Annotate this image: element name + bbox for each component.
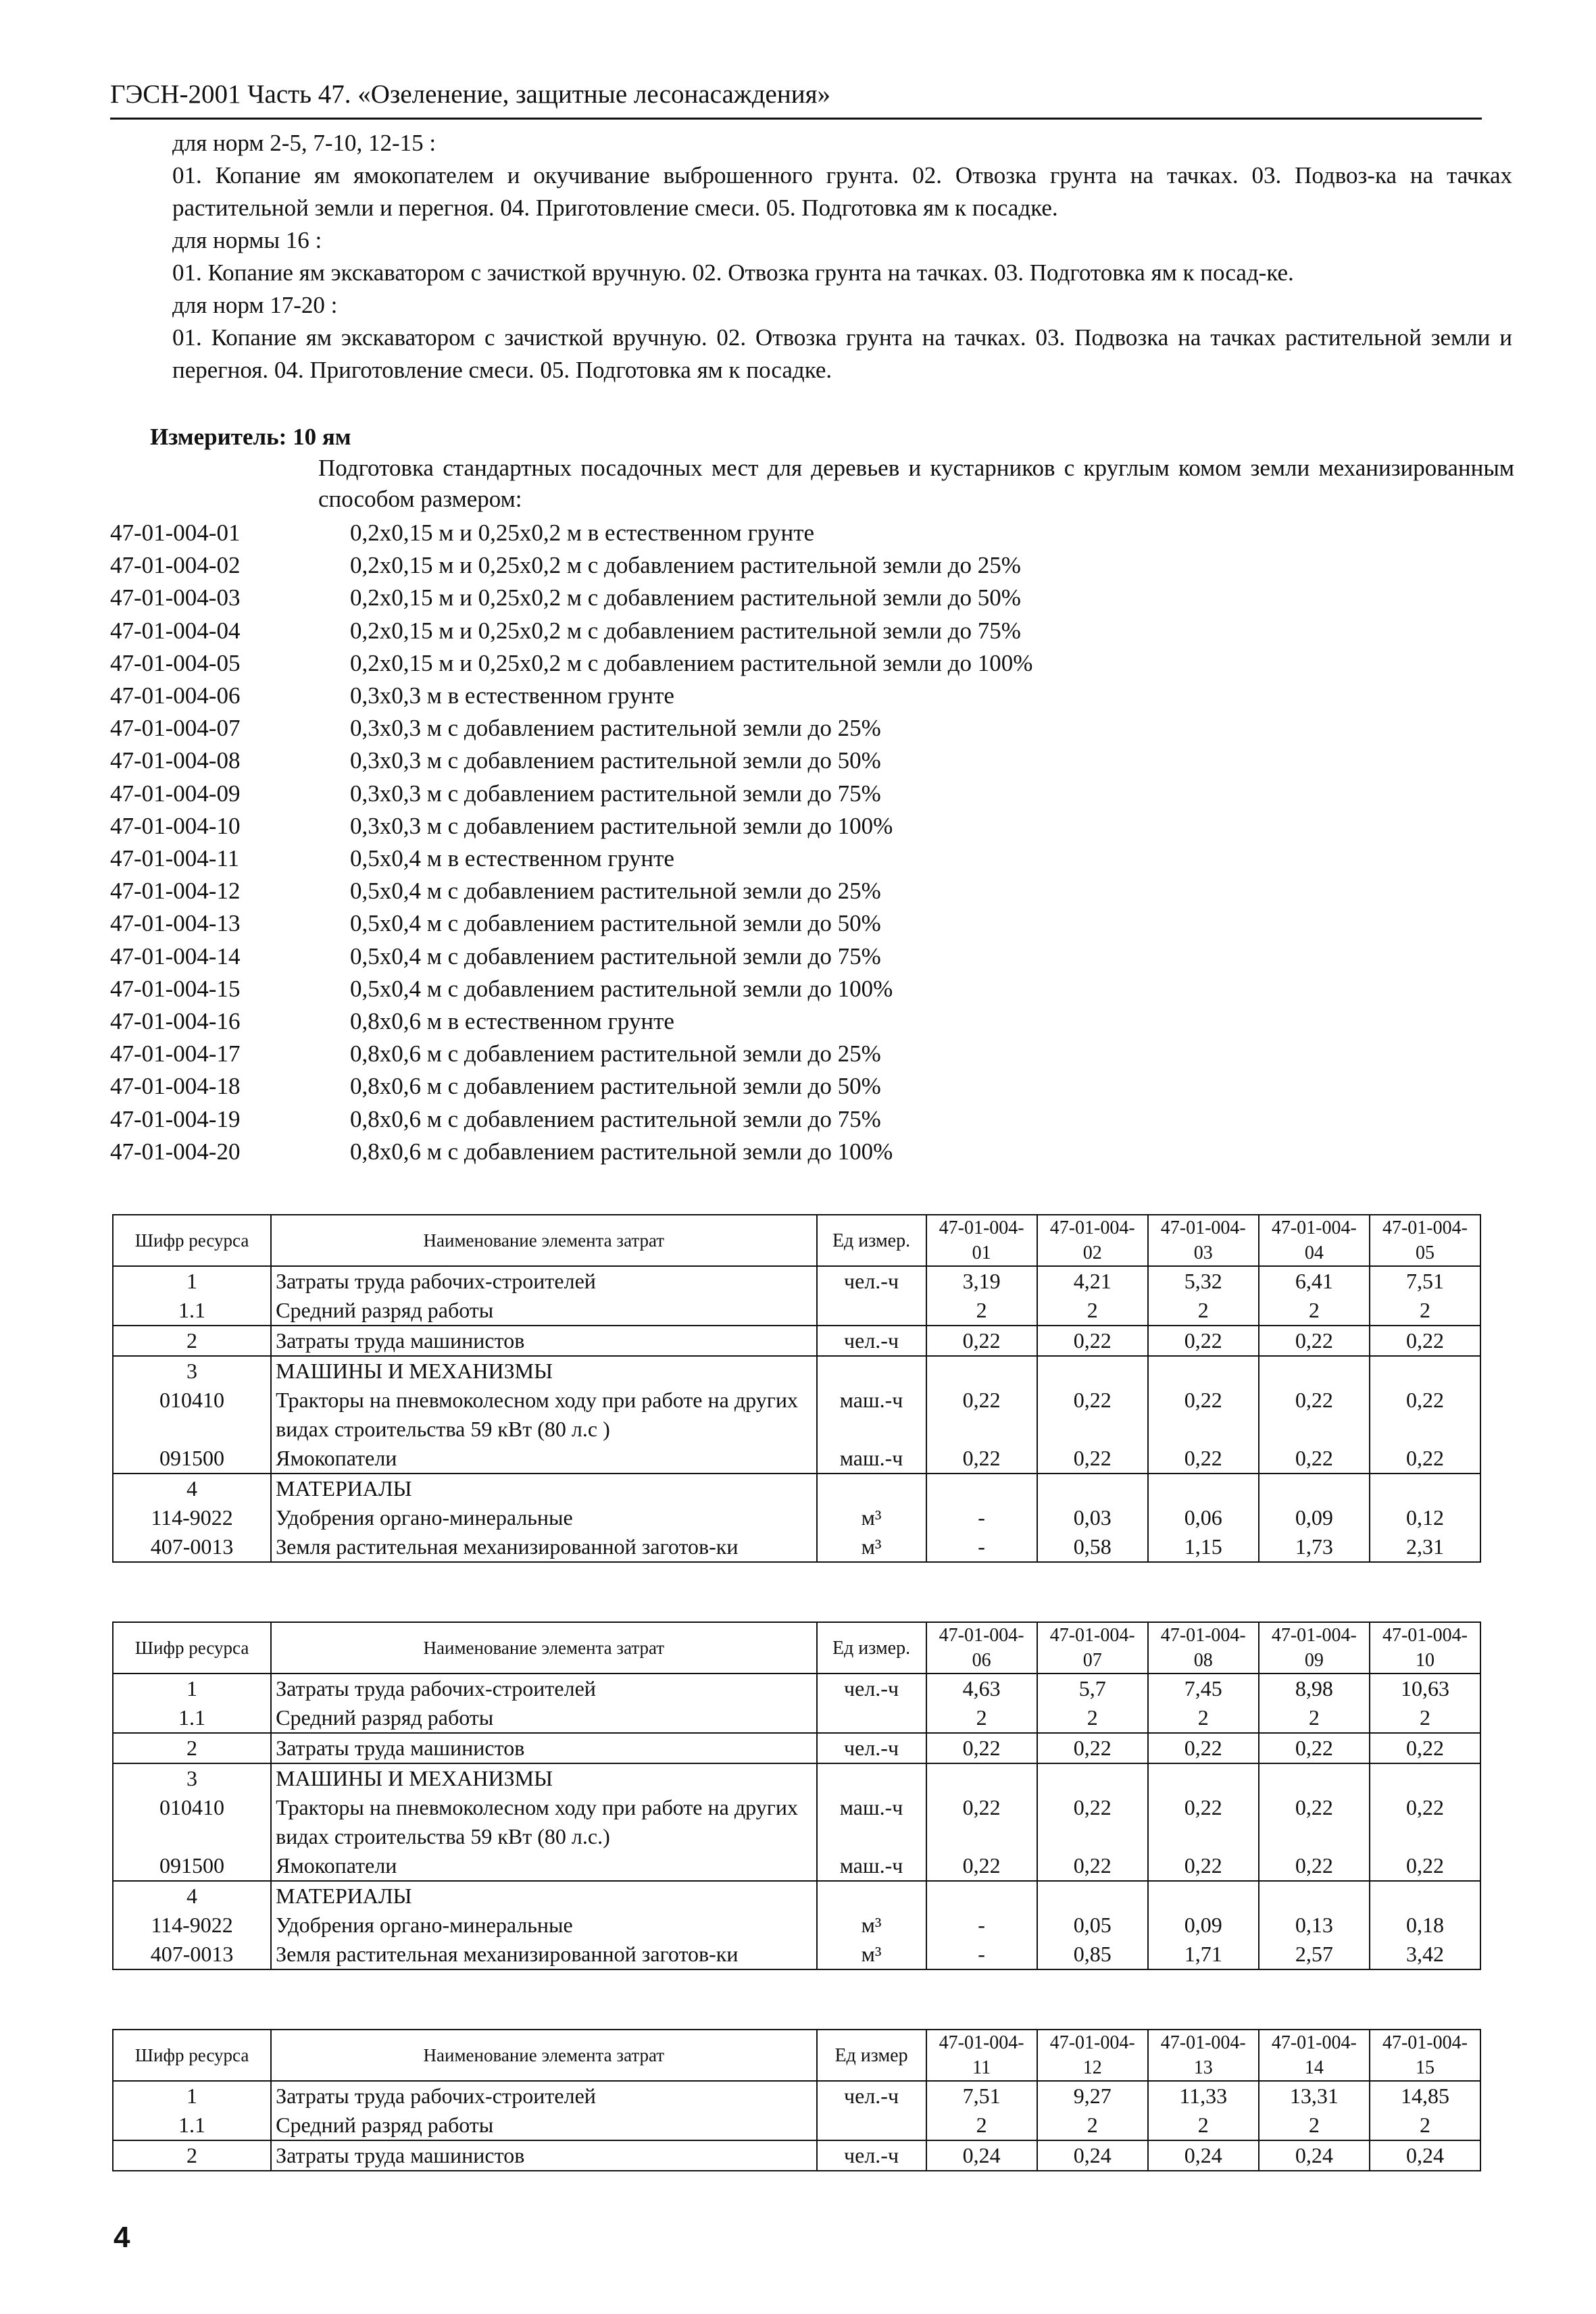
cell-value: 2	[926, 1703, 1037, 1733]
norm-code: 47-01-004-06	[110, 682, 241, 709]
cell-value: 0,22	[926, 1793, 1037, 1851]
cell-value: 0,24	[1259, 2140, 1370, 2171]
norm-description: 0,2x0,15 м и 0,25x0,2 м в естественном грунте	[350, 520, 815, 546]
intro-line: для норм 2-5, 7-10, 12-15 :	[172, 130, 437, 156]
table-row	[113, 1703, 1480, 1733]
norm-code: 47-01-004-17	[110, 1040, 241, 1067]
cell-name: Затраты труда машинистов	[271, 1733, 816, 1763]
table-header-row	[113, 1622, 1480, 1674]
cell-name: Средний разряд работы	[271, 1703, 816, 1733]
norm-description: 0,5x0,4 м с добавлением растительной земли до 25%	[350, 878, 881, 905]
cell-value: 0,22	[1148, 1444, 1259, 1474]
header-norm: 47-01-004-04	[1259, 1215, 1370, 1266]
header-code: Шифр ресурса	[113, 2030, 271, 2081]
cell-name: Затраты труда рабочих-строителей	[271, 2081, 816, 2111]
cell-code: 091500	[113, 1851, 271, 1881]
table-row	[113, 1733, 1480, 1763]
intro-line: для норм 17-20 :	[172, 292, 338, 318]
norm-item	[110, 810, 1032, 842]
cell-code: 1	[113, 2081, 271, 2111]
norm-description: 0,8x0,6 м с добавлением растительной земли до 25%	[350, 1040, 881, 1067]
cell-value: 0,22	[1259, 1326, 1370, 1356]
header-name: Наименование элемента затрат	[271, 1622, 816, 1674]
norm-description: 0,5x0,4 м с добавлением растительной земли до 50%	[350, 910, 881, 937]
norm-code: 47-01-004-18	[110, 1073, 241, 1100]
header-unit: Ед измер.	[817, 1622, 926, 1674]
cell-value: 2	[926, 1296, 1037, 1326]
intro-line: для нормы 16 :	[172, 227, 322, 253]
cell-value: 4,63	[926, 1674, 1037, 1703]
cell-value: 0,22	[1037, 1733, 1148, 1763]
norm-item	[110, 907, 1032, 940]
cell-name: Тракторы на пневмоколесном ходу при работе на других видах строительства 59 кВт (80 л.с )	[271, 1386, 816, 1444]
norm-item	[110, 1005, 1032, 1038]
cell-name: Земля растительная механизированной заготов-ки	[271, 1532, 816, 1562]
header-norm: 47-01-004-01	[926, 1215, 1037, 1266]
cell-value: 13,31	[1259, 2081, 1370, 2111]
cell-value: 2	[1037, 2111, 1148, 2140]
cell-value: 1,73	[1259, 1532, 1370, 1562]
cell-value: 0,22	[926, 1326, 1037, 1356]
cell-code: 407-0013	[113, 1940, 271, 1969]
norm-description: 0,8x0,6 м с добавлением растительной земли до 50%	[350, 1073, 881, 1100]
norm-code: 47-01-004-11	[110, 845, 240, 872]
norm-item	[110, 517, 1032, 549]
cell-unit	[817, 1703, 926, 1733]
cell-name: Ямокопатели	[271, 1851, 816, 1881]
cell-value: 7,51	[926, 2081, 1037, 2111]
cell-value: 0,22	[1148, 1793, 1259, 1851]
table-row	[113, 1793, 1480, 1851]
header-norm: 47-01-004-07	[1037, 1622, 1148, 1674]
norm-description: 0,2x0,15 м и 0,25x0,2 м с добавлением растительной земли до 50%	[350, 584, 1021, 611]
cell-value: 5,32	[1148, 1266, 1259, 1296]
norm-code: 47-01-004-03	[110, 584, 241, 611]
norm-code: 47-01-004-13	[110, 910, 241, 937]
table-row	[113, 1386, 1480, 1444]
cell-value: -	[926, 1911, 1037, 1940]
header-norm: 47-01-004-03	[1148, 1215, 1259, 1266]
table-row	[113, 1881, 1480, 1911]
cell-value: 0,24	[1037, 2140, 1148, 2171]
page-number: 4	[114, 2221, 130, 2254]
cell-code: 010410	[113, 1386, 271, 1444]
norm-code: 47-01-004-16	[110, 1008, 241, 1035]
norm-code: 47-01-004-19	[110, 1105, 241, 1132]
norm-description: 0,2x0,15 м и 0,25x0,2 м с добавлением растительной земли до 100%	[350, 649, 1033, 676]
cell-code: 407-0013	[113, 1532, 271, 1562]
table-row	[113, 1296, 1480, 1326]
cell-value: 0,22	[1370, 1851, 1480, 1881]
cell-value: 0,22	[1370, 1326, 1480, 1356]
cell-value: 0,22	[1259, 1851, 1370, 1881]
norm-item	[110, 875, 1032, 907]
cell-value: 0,22	[1259, 1793, 1370, 1851]
norm-item	[110, 680, 1032, 712]
cell-value: 2	[1148, 1296, 1259, 1326]
cell-value: 0,22	[1148, 1326, 1259, 1356]
cell-value: 0,18	[1370, 1911, 1480, 1940]
cell-value: 0,12	[1370, 1503, 1480, 1532]
cell-value: 0,22	[1037, 1444, 1148, 1474]
cell-code: 091500	[113, 1444, 271, 1474]
norm-item	[110, 1103, 1032, 1136]
cell-unit: м³	[817, 1911, 926, 1940]
cell-unit	[817, 1296, 926, 1326]
cell-code: 4	[113, 1474, 271, 1503]
cell-value: 0,22	[1148, 1851, 1259, 1881]
cell-code: 1	[113, 1266, 271, 1296]
cell-value: -	[926, 1532, 1037, 1562]
cell-name: Удобрения органо-минеральные	[271, 1911, 816, 1940]
norm-item	[110, 1038, 1032, 1070]
cell-value: 2	[1259, 1703, 1370, 1733]
norms-subheading: Подготовка стандартных посадочных мест для деревьев и кустарников с круглым комом земли механизированным способом размером:	[318, 455, 1514, 512]
cell-value: 0,24	[926, 2140, 1037, 2171]
section-title: МАШИНЫ И МЕХАНИЗМЫ	[271, 1356, 816, 1386]
table-row	[113, 1674, 1480, 1703]
cell-code: 4	[113, 1881, 271, 1911]
header-norm: 47-01-004-05	[1370, 1215, 1480, 1266]
norm-item	[110, 582, 1032, 614]
cell-unit: чел.-ч	[817, 1733, 926, 1763]
cell-value: 0,22	[1037, 1793, 1148, 1851]
cell-value: 5,7	[1037, 1674, 1148, 1703]
cell-unit: м³	[817, 1532, 926, 1562]
norm-description: 0,8x0,6 м в естественном грунте	[350, 1008, 674, 1035]
norm-code: 47-01-004-01	[110, 520, 241, 546]
table-header-row	[113, 1215, 1480, 1266]
cell-unit: маш.-ч	[817, 1851, 926, 1881]
norm-item	[110, 973, 1032, 1005]
table-row	[113, 2081, 1480, 2111]
norm-item	[110, 1070, 1032, 1103]
cell-name: Затраты труда машинистов	[271, 2140, 816, 2171]
cell-value: 0,06	[1148, 1503, 1259, 1532]
cell-value: 3,19	[926, 1266, 1037, 1296]
cell-code: 1.1	[113, 1296, 271, 1326]
norm-item	[110, 940, 1032, 973]
resource-table-2	[112, 1621, 1481, 1970]
cell-name: Затраты труда машинистов	[271, 1326, 816, 1356]
norm-description: 0,8x0,6 м с добавлением растительной земли до 75%	[350, 1105, 881, 1132]
norm-code: 47-01-004-04	[110, 617, 241, 644]
cell-name: Средний разряд работы	[271, 1296, 816, 1326]
norm-description: 0,3x0,3 м с добавлением растительной земли до 100%	[350, 812, 893, 839]
cell-value: 0,03	[1037, 1503, 1148, 1532]
cell-value: 1,15	[1148, 1532, 1259, 1562]
cell-unit: чел.-ч	[817, 2140, 926, 2171]
cell-value: 0,22	[1259, 1733, 1370, 1763]
header-code: Шифр ресурса	[113, 1215, 271, 1266]
cell-unit: чел.-ч	[817, 1674, 926, 1703]
cell-unit: чел.-ч	[817, 1266, 926, 1296]
cell-value: 7,45	[1148, 1674, 1259, 1703]
section-title: МАШИНЫ И МЕХАНИЗМЫ	[271, 1763, 816, 1793]
norm-description: 0,2x0,15 м и 0,25x0,2 м с добавлением растительной земли до 75%	[350, 617, 1021, 644]
cell-unit: маш.-ч	[817, 1793, 926, 1851]
cell-value: -	[926, 1503, 1037, 1532]
intro-line: 01. Копание ям ямокопателем и окучивание выброшенного грунта. 02. Отвозка грунта на тачках. 03. Подвоз-ка на тачках растительной земли и перегноя. 04. Приготовление смеси. 05. Подготовка ям к посадке.	[172, 162, 1512, 221]
cell-name: Ямокопатели	[271, 1444, 816, 1474]
cell-unit: чел.-ч	[817, 2081, 926, 2111]
norm-code: 47-01-004-08	[110, 747, 241, 774]
cell-name: Затраты труда рабочих-строителей	[271, 1674, 816, 1703]
header-code: Шифр ресурса	[113, 1622, 271, 1674]
cell-value: 0,22	[1370, 1386, 1480, 1444]
cell-value: 0,85	[1037, 1940, 1148, 1969]
cell-code: 1	[113, 1674, 271, 1703]
intro-line: 01. Копание ям экскаватором с зачисткой вручную. 02. Отвозка грунта на тачках. 03. Подвозка на тачках растительной земли и перегноя. 04. Приготовление смеси. 05. Подготовка ям к посадке.	[172, 324, 1512, 383]
norm-item	[110, 549, 1032, 582]
header-name: Наименование элемента затрат	[271, 1215, 816, 1266]
table-row	[113, 2111, 1480, 2140]
cell-value: 8,98	[1259, 1674, 1370, 1703]
running-header: ГЭСН-2001 Часть 47. «Озеленение, защитные лесонасаждения»	[110, 76, 1482, 120]
norm-item	[110, 615, 1032, 647]
cell-value: 0,22	[1037, 1326, 1148, 1356]
cell-name: Удобрения органо-минеральные	[271, 1503, 816, 1532]
cell-value: 0,22	[1259, 1386, 1370, 1444]
cell-value: 0,22	[926, 1733, 1037, 1763]
cell-value: 2	[1148, 1703, 1259, 1733]
cell-value: 11,33	[1148, 2081, 1259, 2111]
cell-value: -	[926, 1940, 1037, 1969]
cell-value: 0,24	[1148, 2140, 1259, 2171]
cell-value: 2,57	[1259, 1940, 1370, 1969]
header-norm: 47-01-004-12	[1037, 2030, 1148, 2081]
cell-value: 0,22	[1370, 1793, 1480, 1851]
norm-item	[110, 647, 1032, 680]
cell-value: 0,22	[926, 1851, 1037, 1881]
norm-description: 0,5x0,4 м с добавлением растительной земли до 75%	[350, 942, 881, 970]
cell-value: 0,22	[1148, 1386, 1259, 1444]
cell-value: 10,63	[1370, 1674, 1480, 1703]
norm-description: 0,2x0,15 м и 0,25x0,2 м с добавлением растительной земли до 25%	[350, 552, 1021, 579]
norm-item	[110, 745, 1032, 777]
norm-code: 47-01-004-12	[110, 878, 241, 905]
norm-item	[110, 712, 1032, 745]
resource-table-3	[112, 2029, 1481, 2171]
cell-value: 2	[1370, 2111, 1480, 2140]
header-norm: 47-01-004-06	[926, 1622, 1037, 1674]
table-row	[113, 1474, 1480, 1503]
section-title: МАТЕРИАЛЫ	[271, 1474, 816, 1503]
norm-code: 47-01-004-07	[110, 715, 241, 742]
norm-description: 0,3x0,3 м с добавлением растительной земли до 50%	[350, 747, 881, 774]
cell-code: 114-9022	[113, 1911, 271, 1940]
header-unit: Ед измер	[817, 2030, 926, 2081]
cell-value: 2,31	[1370, 1532, 1480, 1562]
header-norm: 47-01-004-11	[926, 2030, 1037, 2081]
header-name: Наименование элемента затрат	[271, 2030, 816, 2081]
cell-value: 2	[1148, 2111, 1259, 2140]
section-title: МАТЕРИАЛЫ	[271, 1881, 816, 1911]
norm-code: 47-01-004-09	[110, 780, 241, 807]
header-norm: 47-01-004-15	[1370, 2030, 1480, 2081]
norm-description: 0,5x0,4 м с добавлением растительной земли до 100%	[350, 975, 893, 1002]
norm-description: 0,5x0,4 м в естественном грунте	[350, 845, 674, 872]
cell-name: Земля растительная механизированной заготов-ки	[271, 1940, 816, 1969]
cell-value: 0,58	[1037, 1532, 1148, 1562]
norm-item	[110, 778, 1032, 810]
cell-value: 14,85	[1370, 2081, 1480, 2111]
cell-unit: маш.-ч	[817, 1444, 926, 1474]
cell-value: 0,22	[1259, 1444, 1370, 1474]
norm-code: 47-01-004-05	[110, 649, 241, 676]
cell-code: 2	[113, 1326, 271, 1356]
intro-block	[110, 127, 1512, 386]
cell-value: 6,41	[1259, 1266, 1370, 1296]
cell-name: Средний разряд работы	[271, 2111, 816, 2140]
cell-value: 2	[1370, 1296, 1480, 1326]
norm-code: 47-01-004-02	[110, 552, 241, 579]
header-norm: 47-01-004-02	[1037, 1215, 1148, 1266]
norm-item	[110, 1136, 1032, 1168]
table-row	[113, 1763, 1480, 1793]
cell-value: 0,09	[1148, 1911, 1259, 1940]
cell-value: 2	[1370, 1703, 1480, 1733]
table-row	[113, 1532, 1480, 1562]
cell-value: 9,27	[1037, 2081, 1148, 2111]
cell-code: 3	[113, 1356, 271, 1386]
cell-value: 0,24	[1370, 2140, 1480, 2171]
table-row	[113, 1326, 1480, 1356]
cell-code: 3	[113, 1763, 271, 1793]
table-row	[113, 1444, 1480, 1474]
table-row	[113, 1266, 1480, 1296]
table-row	[113, 1851, 1480, 1881]
norm-description: 0,3x0,3 м с добавлением растительной земли до 25%	[350, 715, 881, 742]
norms-list	[110, 517, 1032, 1168]
table-row	[113, 1940, 1480, 1969]
cell-value: 2	[1037, 1703, 1148, 1733]
cell-unit: маш.-ч	[817, 1386, 926, 1444]
cell-value: 7,51	[1370, 1266, 1480, 1296]
header-norm: 47-01-004-09	[1259, 1622, 1370, 1674]
cell-value: 0,22	[1148, 1733, 1259, 1763]
cell-value: 4,21	[1037, 1266, 1148, 1296]
cell-code: 2	[113, 1733, 271, 1763]
cell-code: 2	[113, 2140, 271, 2171]
cell-code: 1.1	[113, 1703, 271, 1733]
cell-value: 2	[1259, 1296, 1370, 1326]
cell-value: 2	[926, 2111, 1037, 2140]
table-row	[113, 1503, 1480, 1532]
norm-item	[110, 842, 1032, 875]
norm-code: 47-01-004-14	[110, 942, 241, 970]
cell-name: Тракторы на пневмоколесном ходу при работе на других видах строительства 59 кВт (80 л.с.)	[271, 1793, 816, 1851]
norm-description: 0,8x0,6 м с добавлением растительной земли до 100%	[350, 1138, 893, 1165]
header-norm: 47-01-004-08	[1148, 1622, 1259, 1674]
norm-description: 0,3x0,3 м в естественном грунте	[350, 682, 674, 709]
cell-value: 0,22	[1370, 1733, 1480, 1763]
cell-value: 0,05	[1037, 1911, 1148, 1940]
header-unit: Ед измер.	[817, 1215, 926, 1266]
cell-value: 0,22	[926, 1386, 1037, 1444]
cell-code: 1.1	[113, 2111, 271, 2140]
norm-code: 47-01-004-20	[110, 1138, 241, 1165]
cell-value: 0,09	[1259, 1503, 1370, 1532]
table-row	[113, 2140, 1480, 2171]
header-norm: 47-01-004-10	[1370, 1622, 1480, 1674]
cell-name: Затраты труда рабочих-строителей	[271, 1266, 816, 1296]
intro-line: 01. Копание ям экскаватором с зачисткой вручную. 02. Отвозка грунта на тачках. 03. Подготовка ям к посад-ке.	[172, 259, 1294, 286]
cell-value: 0,13	[1259, 1911, 1370, 1940]
cell-value: 0,22	[926, 1444, 1037, 1474]
norm-description: 0,3x0,3 м с добавлением растительной земли до 75%	[350, 780, 881, 807]
cell-value: 1,71	[1148, 1940, 1259, 1969]
measure-unit: Измеритель: 10 ям	[150, 424, 351, 450]
norm-code: 47-01-004-10	[110, 812, 241, 839]
cell-value: 3,42	[1370, 1940, 1480, 1969]
cell-unit: м³	[817, 1940, 926, 1969]
resource-table-1	[112, 1214, 1481, 1563]
table-header-row	[113, 2030, 1480, 2081]
cell-value: 0,22	[1370, 1444, 1480, 1474]
table-row	[113, 1911, 1480, 1940]
header-norm: 47-01-004-14	[1259, 2030, 1370, 2081]
cell-value: 0,22	[1037, 1386, 1148, 1444]
cell-value: 2	[1259, 2111, 1370, 2140]
cell-value: 2	[1037, 1296, 1148, 1326]
cell-unit	[817, 2111, 926, 2140]
cell-code: 010410	[113, 1793, 271, 1851]
cell-unit: чел.-ч	[817, 1326, 926, 1356]
header-norm: 47-01-004-13	[1148, 2030, 1259, 2081]
norm-code: 47-01-004-15	[110, 975, 241, 1002]
table-row	[113, 1356, 1480, 1386]
cell-value: 0,22	[1037, 1851, 1148, 1881]
cell-unit: м³	[817, 1503, 926, 1532]
cell-code: 114-9022	[113, 1503, 271, 1532]
